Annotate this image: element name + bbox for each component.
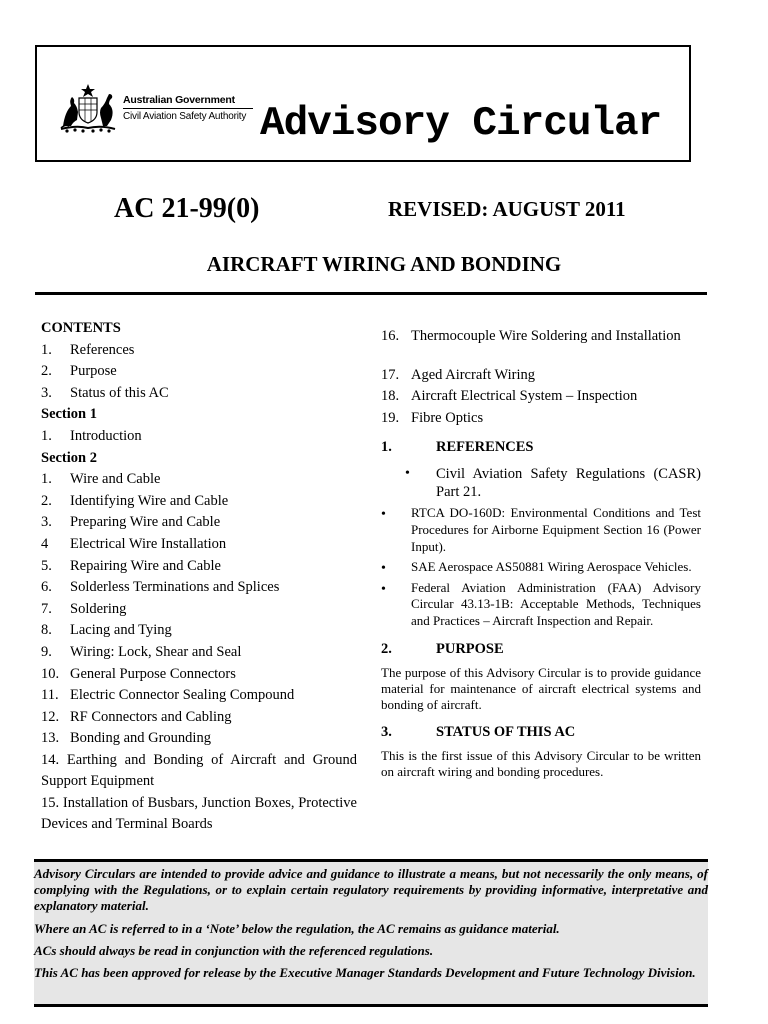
list-item: 8. Lacing and Tying — [41, 622, 172, 639]
government-name: Australian Government — [123, 94, 235, 106]
reference-item: • RTCA DO-160D: Environmental Conditions and Test Procedures for Airborne Equipment Section 16 (Power Input). — [381, 505, 701, 554]
ac-number: AC 21-99(0) — [114, 193, 260, 224]
references-heading: 1. REFERENCES — [381, 439, 534, 456]
contents-heading: CONTENTS — [41, 320, 121, 336]
list-item: 17. Aged Aircraft Wiring — [381, 366, 535, 383]
purpose-text: The purpose of this Advisory Circular is to provide guidance material for maintenance of aircraft electrical systems and bonding of aircraft. — [381, 664, 701, 713]
list-item: 14. Earthing and Bonding of Aircraft and Ground Support Equipment — [41, 751, 357, 789]
list-item: 12. RF Connectors and Cabling — [41, 708, 232, 725]
list-item: 16. Thermocouple Wire Soldering and Installation — [381, 328, 681, 344]
list-item: 13. Bonding and Grounding — [41, 730, 211, 747]
disclaimer-paragraph: ACs should always be read in conjunction with the referenced regulations. — [34, 942, 434, 958]
list-item: 3. Preparing Wire and Cable — [41, 514, 221, 531]
list-item: 18. Aircraft Electrical System – Inspection — [381, 388, 638, 405]
contents-list — [41, 318, 357, 835]
reference-item: • Civil Aviation Safety Regulations (CASR) Part 21. — [405, 466, 701, 501]
list-item: 6. Solderless Terminations and Splices — [41, 579, 280, 596]
list-item: 4 Electrical Wire Installation — [41, 535, 227, 552]
document-type-title: Advisory Circular — [260, 101, 662, 147]
list-item: 15. Installation of Busbars, Junction Boxes, Protective Devices and Terminal Boards — [41, 794, 357, 832]
list-item: 7. Soldering — [41, 600, 127, 617]
reference-item: • Federal Aviation Administration (FAA) Advisory Circular 43.13-1B: Acceptable Methods, Techniques and Practices – Aircraft Inspection and Repair. — [381, 579, 701, 628]
title-divider — [35, 292, 707, 295]
list-item: 3. Status of this AC — [41, 384, 169, 401]
agency-name: Civil Aviation Safety Authority — [123, 111, 247, 122]
document-subject: AIRCRAFT WIRING AND BONDING — [206, 252, 562, 276]
disclaimer-box — [34, 859, 708, 1007]
disclaimer-paragraph: This AC has been approved for release by the Executive Manager Standards Development and Future Technology Division. — [34, 965, 696, 981]
purpose-heading: 2. PURPOSE — [381, 640, 504, 657]
list-item: 11. Electric Connector Sealing Compound — [41, 687, 295, 704]
disclaimer-paragraph: Advisory Circulars are intended to provide advice and guidance to illustrate a means, but not necessarily the only means, of complying with the Regulations, or to explain certain regulatory requirements by providing informative, interpretative and explanatory material. — [34, 866, 708, 914]
section-1-label: Section 1 — [41, 406, 97, 423]
logo-divider — [123, 108, 253, 109]
list-item: 9. Wiring: Lock, Shear and Seal — [41, 643, 242, 660]
bullet-icon: • — [405, 466, 410, 482]
list-item: 10. General Purpose Connectors — [41, 665, 236, 682]
disclaimer-paragraph: Where an AC is referred to in a ‘Note’ below the regulation, the AC remains as guidance material. — [34, 920, 560, 936]
bullet-icon: • — [381, 507, 386, 523]
list-item: 19. Fibre Optics — [381, 409, 484, 426]
list-item: 1. Wire and Cable — [41, 471, 161, 488]
list-item: 2. Purpose — [41, 363, 117, 380]
bullet-icon: • — [381, 561, 386, 577]
section-2-label: Section 2 — [41, 449, 97, 466]
reference-item: • SAE Aerospace AS50881 Wiring Aerospace Vehicles. — [381, 559, 692, 577]
list-item: 1. Introduction — [41, 427, 142, 444]
list-item: 1. References — [41, 341, 135, 358]
list-item: 5. Repairing Wire and Cable — [41, 557, 221, 574]
status-heading: 3. STATUS OF THIS AC — [381, 723, 576, 740]
australian-coat-of-arms-icon — [57, 82, 119, 134]
status-text: This is the first issue of this Advisory Circular to be written on aircraft wiring and bonding procedures. — [381, 747, 701, 780]
list-item: 2. Identifying Wire and Cable — [41, 492, 229, 509]
revised-date: REVISED: AUGUST 2011 — [388, 197, 626, 221]
right-column — [381, 326, 701, 781]
bullet-icon: • — [381, 581, 386, 597]
